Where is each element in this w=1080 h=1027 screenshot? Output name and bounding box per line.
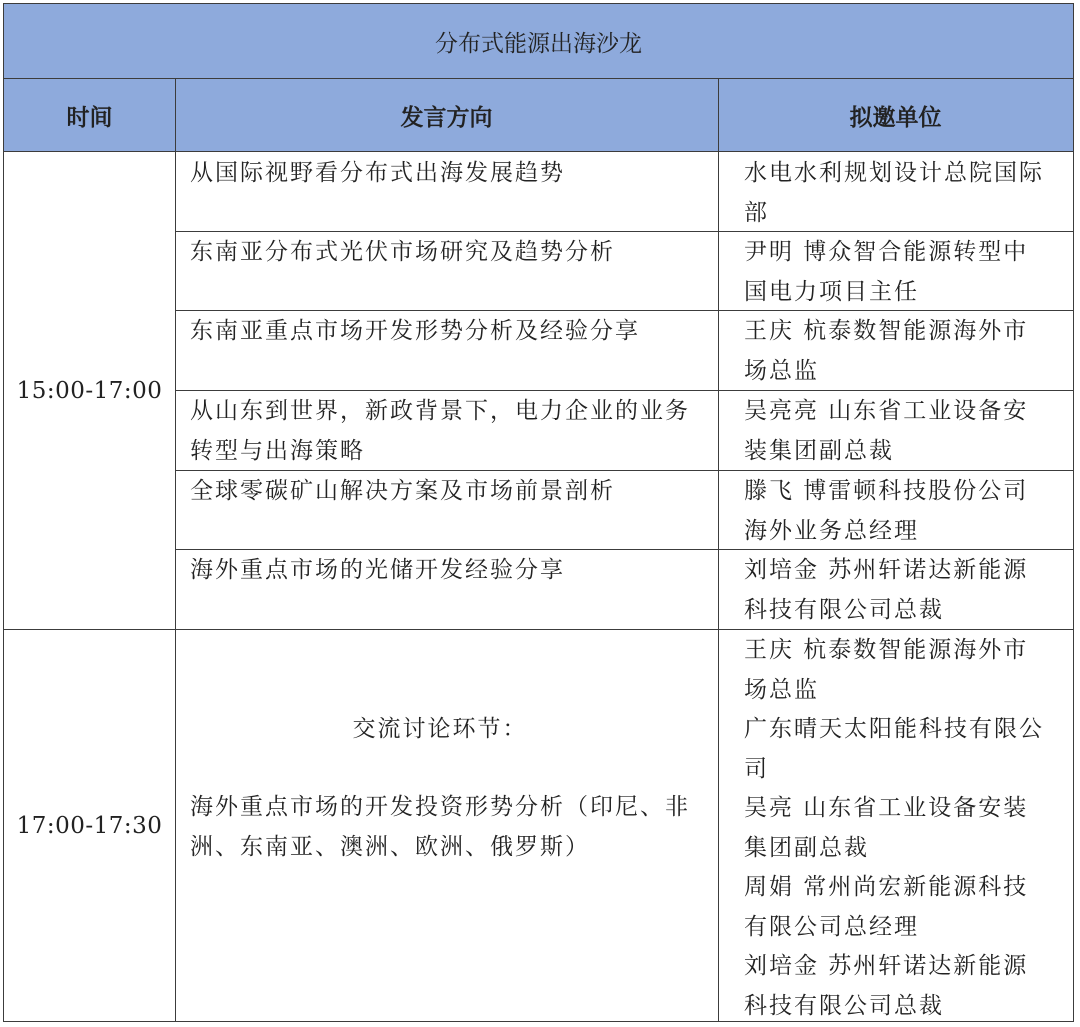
org-line: 集团副总裁 bbox=[744, 834, 869, 861]
org-line: 装集团副总裁 bbox=[744, 437, 894, 464]
topic-cell: 东南亚分布式光伏市场研究及趋势分析 bbox=[190, 239, 615, 265]
topic-cell: 全球零碳矿山解决方案及市场前景剖析 bbox=[190, 478, 615, 504]
topic-line: 海外重点市场的开发投资形势分析（印尼、非 bbox=[190, 794, 690, 820]
org-cell bbox=[744, 551, 1062, 630]
column-divider bbox=[718, 79, 719, 1021]
topic-cell bbox=[190, 788, 725, 867]
session-time: 15:00-17:00 bbox=[16, 377, 163, 404]
org-line: 滕飞 博雷顿科技股份公司 bbox=[744, 478, 1029, 504]
header-row bbox=[4, 79, 1073, 152]
topic-line: 洲、东南亚、澳洲、欧洲、俄罗斯） bbox=[190, 833, 590, 860]
org-line: 尹明 博众智合能源转型中 bbox=[744, 239, 1029, 265]
topic-line: 从山东到世界，新政背景下，电力企业的业务 bbox=[190, 398, 690, 424]
org-line: 吴亮 山东省工业设备安装 bbox=[744, 795, 1029, 821]
schedule-table bbox=[3, 3, 1074, 1022]
header-org: 拟邀单位 bbox=[849, 104, 942, 131]
table-title-row bbox=[4, 4, 1073, 79]
topic-cell: 东南亚重点市场开发形势分析及经验分享 bbox=[190, 318, 640, 344]
org-cell bbox=[744, 392, 1062, 471]
org-line: 科技有限公司总裁 bbox=[744, 992, 944, 1019]
org-line: 王庆 杭泰数智能源海外市 bbox=[744, 637, 1029, 663]
org-line: 吴亮亮 山东省工业设备安 bbox=[744, 398, 1029, 424]
table-title: 分布式能源出海沙龙 bbox=[435, 30, 642, 57]
org-line: 刘培金 苏州轩诺达新能源 bbox=[744, 953, 1029, 979]
topic-cell: 海外重点市场的光储开发经验分享 bbox=[190, 557, 565, 583]
org-line: 有限公司总经理 bbox=[744, 913, 919, 940]
org-line: 刘培金 苏州轩诺达新能源 bbox=[744, 557, 1029, 583]
header-topic: 发言方向 bbox=[400, 104, 493, 131]
topic-line: 转型与出海策略 bbox=[190, 437, 365, 464]
org-line: 场总监 bbox=[744, 357, 819, 384]
org-line: 国电力项目主任 bbox=[744, 278, 919, 305]
org-cell bbox=[744, 233, 1062, 312]
topic-cell bbox=[190, 392, 725, 471]
org-cell bbox=[744, 154, 1062, 233]
org-line: 司 bbox=[744, 755, 769, 782]
org-line: 场总监 bbox=[744, 676, 819, 703]
discussion-label: 交流讨论环节： bbox=[352, 716, 528, 742]
org-line: 部 bbox=[744, 199, 769, 226]
org-cell bbox=[744, 472, 1062, 551]
org-line: 科技有限公司总裁 bbox=[744, 596, 944, 623]
header-time: 时间 bbox=[66, 104, 113, 131]
org-line: 海外业务总经理 bbox=[744, 517, 919, 544]
column-divider bbox=[175, 79, 176, 1021]
org-line: 周娟 常州尚宏新能源科技 bbox=[744, 874, 1029, 900]
session-time: 17:00-17:30 bbox=[16, 812, 163, 839]
org-cell bbox=[744, 631, 1062, 1026]
topic-cell: 从国际视野看分布式出海发展趋势 bbox=[190, 160, 565, 186]
org-line: 广东晴天太阳能科技有限公 bbox=[744, 716, 1044, 742]
org-line: 王庆 杭泰数智能源海外市 bbox=[744, 318, 1029, 344]
org-cell bbox=[744, 312, 1062, 391]
org-line: 水电水利规划设计总院国际 bbox=[744, 160, 1044, 186]
